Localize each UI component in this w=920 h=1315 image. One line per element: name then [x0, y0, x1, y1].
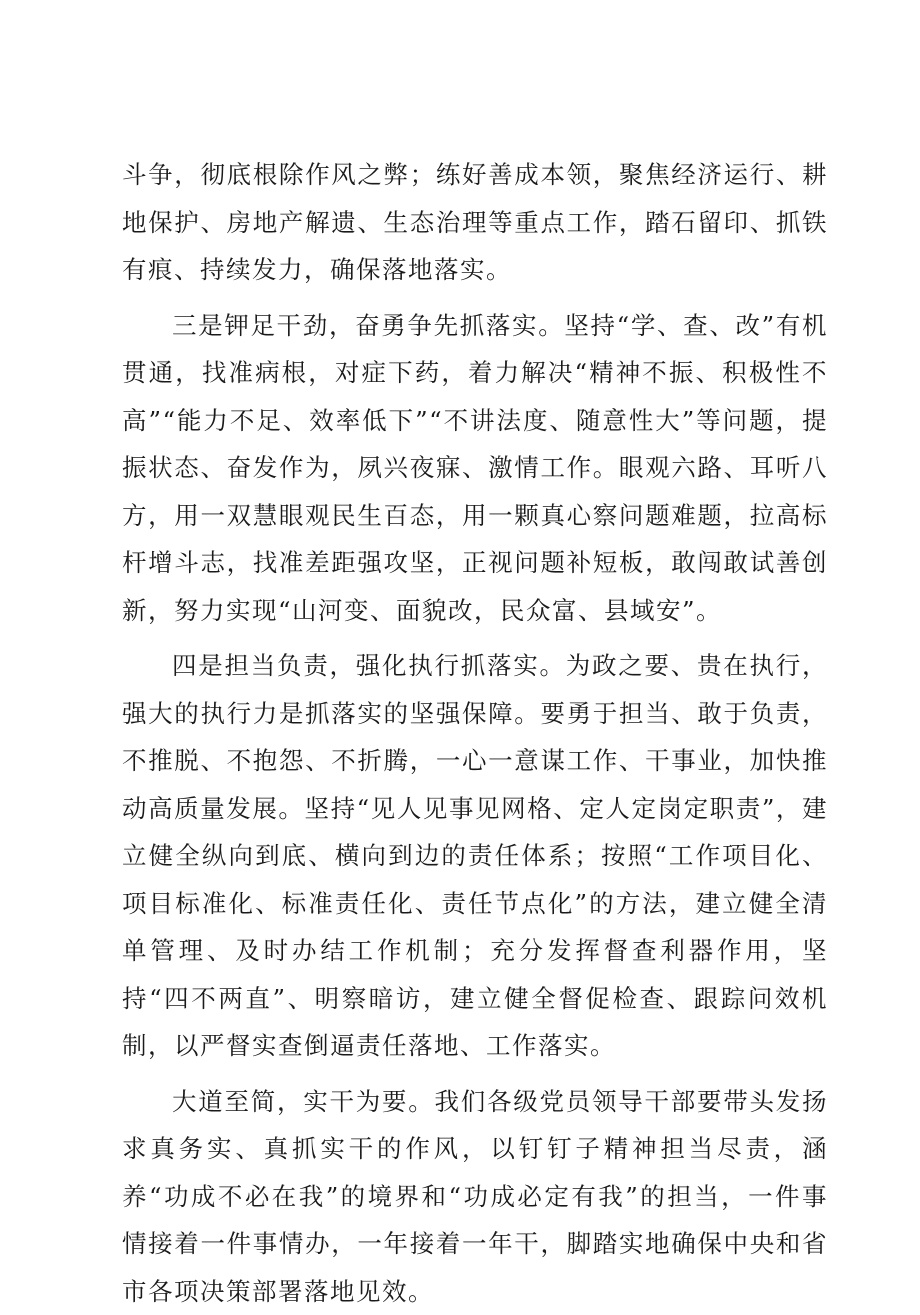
- paragraph-point-three: 三是钾足干劲，奋勇争先抓落实。坚持“学、查、改”有机贯通，找准病根，对症下药，着力解决“精神不振、积极性不高”“能力不足、效率低下”“不讲法度、随意性大”等问题，提振状态、奋发作为，夙兴夜寐、激情工作。眼观六路、耳听八方，用一双慧眼观民生百态，用一颗真心察问题难题，拉高标杆增斗志，找准差距强攻坚，正视问题补短板，敢闯敢试善创新，努力实现“山河变、面貌改，民众富、县域安”。: [122, 302, 828, 635]
- paragraph-point-four: 四是担当负责，强化执行抓落实。为政之要、贵在执行，强大的执行力是抓落实的坚强保障。要勇于担当、敢于负责，不推脱、不抱怨、不折腾，一心一意谋工作、干事业，加快推动高质量发展。坚持“见人见事见网格、定人定岗定职责”，建立健全纵向到底、横向到边的责任体系；按照“工作项目化、项目标准化、标准责任化、责任节点化”的方法，建立健全清单管理、及时办结工作机制；充分发挥督查利器作用，坚持“四不两直”、明察暗访，建立健全督促检查、跟踪问效机制，以严督实查倒逼责任落地、工作落实。: [122, 642, 828, 1070]
- paragraph-gap: [122, 634, 828, 642]
- paragraph-gap: [122, 294, 828, 302]
- paragraph-conclusion: 大道至简，实干为要。我们各级党员领导干部要带头发扬求真务实、真抓实干的作风，以钉钉子精神担当尽责，涵养“功成不必在我”的境界和“功成必定有我”的担当，一件事情接着一件事情办，一年接着一年干，脚踏实地确保中央和省市各项决策部署落地见效。: [122, 1078, 828, 1315]
- paragraph-continuation: 斗争，彻底根除作风之弊；练好善成本领，聚焦经济运行、耕地保护、房地产解遗、生态治理等重点工作，踏石留印、抓铁有痕、持续发力，确保落地落实。: [122, 151, 828, 294]
- document-body: [122, 151, 828, 1315]
- paragraph-gap: [122, 1070, 828, 1078]
